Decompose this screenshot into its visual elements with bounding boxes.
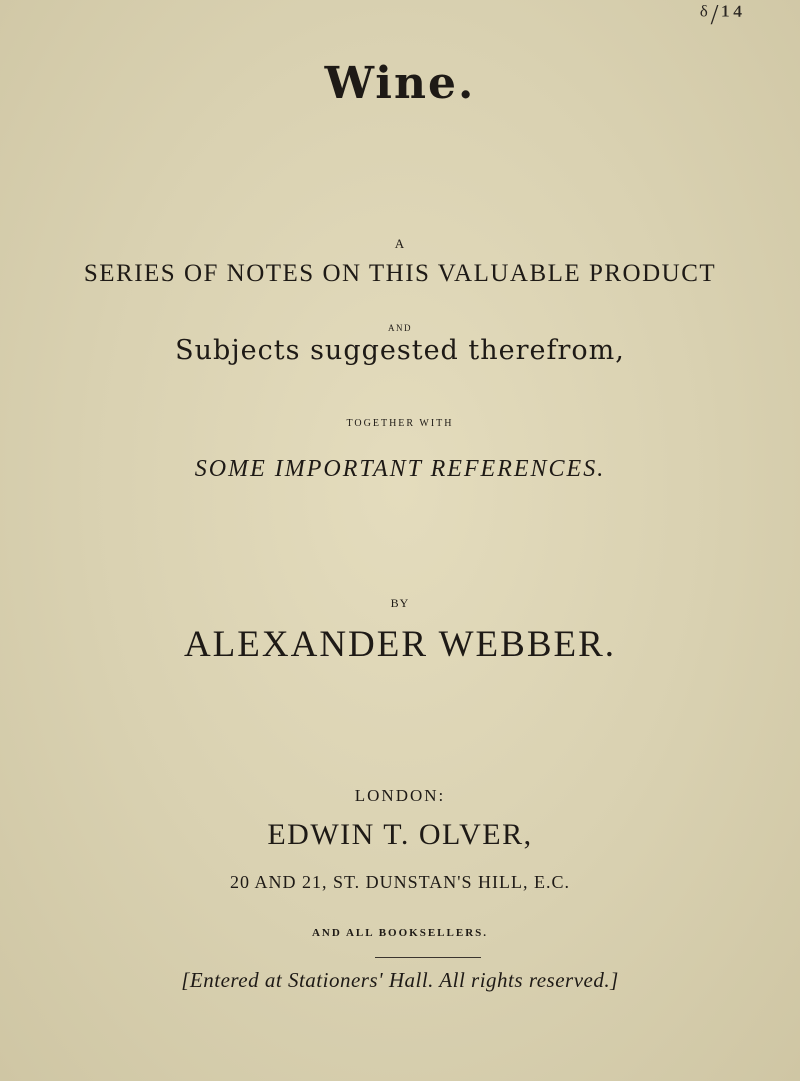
author-name: ALEXANDER WEBBER.: [183, 624, 617, 665]
publisher-name: EDWIN T. OLVER,: [267, 818, 533, 851]
indefinite-article: A: [394, 236, 406, 251]
references-line: SOME IMPORTANT REFERENCES.: [194, 456, 606, 482]
divider-rule: [375, 957, 481, 958]
publisher-address: 20 AND 21, ST. DUNSTAN'S HILL, E.C.: [230, 872, 570, 892]
together-with-line: TOGETHER WITH: [346, 418, 454, 429]
by-line: BY: [390, 596, 410, 610]
publication-city: LONDON:: [354, 786, 446, 805]
conjunction-and: AND: [388, 323, 412, 333]
booksellers-line: AND ALL BOOKSELLERS.: [311, 927, 489, 939]
book-title: Wine.: [324, 58, 476, 109]
subjects-line: Subjects suggested therefrom,: [175, 335, 625, 366]
copyright-note: [Entered at Stationers' Hall. All rights reserved.]: [181, 968, 619, 992]
shelfmark-annotation: ᵟ/¹⁴: [700, 0, 746, 31]
series-line: SERIES OF NOTES ON THIS VALUABLE PRODUCT: [83, 260, 717, 287]
